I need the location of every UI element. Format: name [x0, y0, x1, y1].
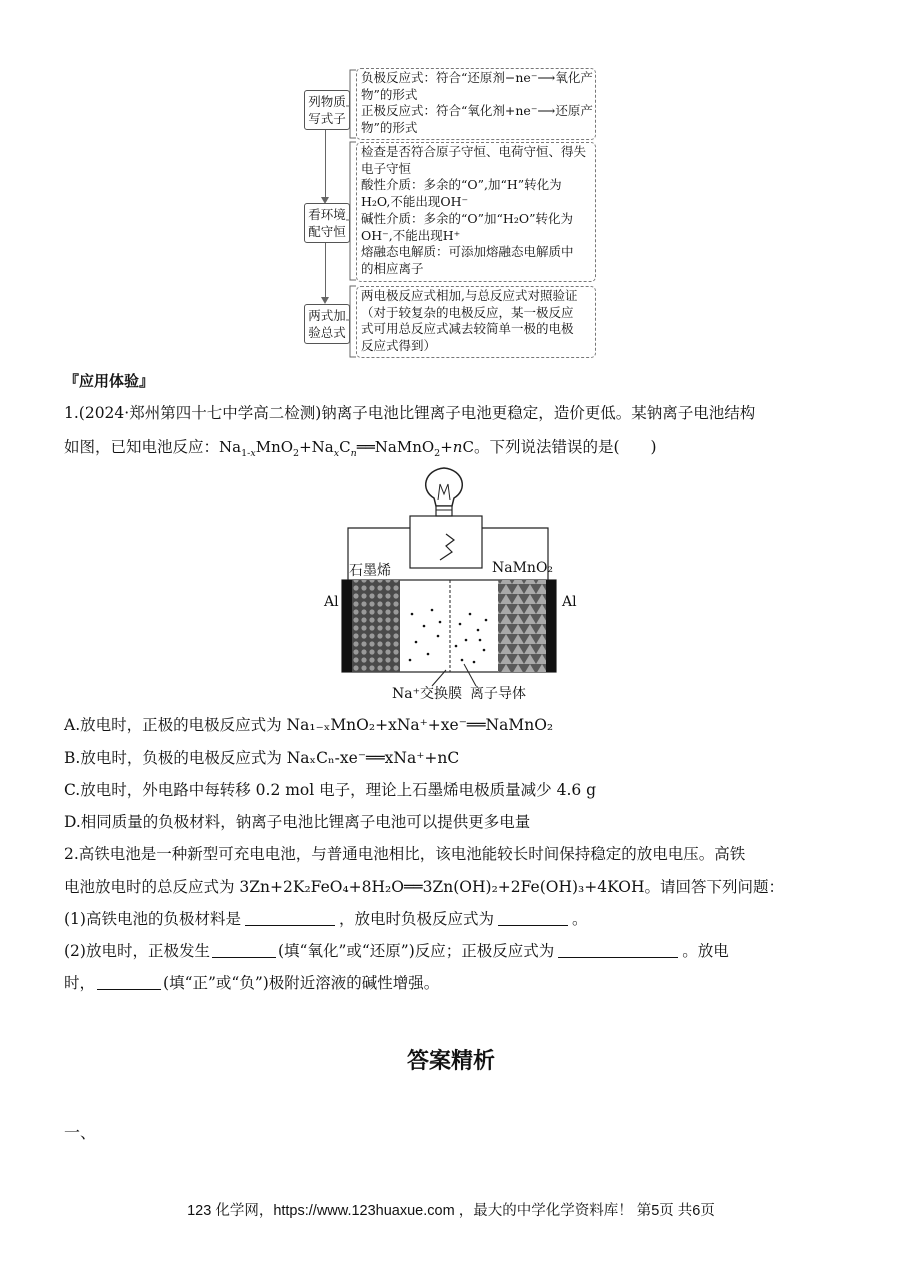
- flow-connector: [325, 126, 326, 202]
- answer-blank[interactable]: [498, 911, 568, 926]
- answer-blank[interactable]: [245, 911, 335, 926]
- box-line: 电子守恒: [361, 160, 412, 176]
- box-line: 物”的形式: [361, 120, 418, 136]
- box-line: 负极反应式：符合“还原剂−ne⁻⟶氧化产: [361, 70, 593, 85]
- q2-line5: [64, 971, 439, 993]
- q2-part2-end: 。放电: [682, 942, 729, 960]
- option-b: B.放电时，负极的电极反应式为 NaₓCₙ-xe⁻══xNa⁺+nC: [64, 749, 460, 767]
- flow-arrow: [321, 297, 329, 304]
- q2-line1: 2.高铁电池是一种新型可充电电池，与普通电池相比，该电池能较长时间保持稳定的放电电压。高铁: [64, 845, 746, 863]
- box-line: 的相应离子: [361, 260, 424, 276]
- left-material-label: 石墨烯: [349, 563, 391, 579]
- right-electrode-label: Al: [562, 594, 577, 610]
- q2-part2-text: (2)放电时，正极发生: [64, 942, 210, 960]
- q2-part1-text2: ，放电时负极反应式为: [338, 910, 494, 928]
- q2-part1-end: 。: [571, 910, 588, 928]
- box-line: 检查是否符合原子守恒、电荷守恒、得失: [361, 144, 587, 159]
- flow-box-1: [356, 68, 596, 140]
- q1-equation: $Na_{1-x}MnO_2+Na_xC_n══NaMnO_2+nC$: [219, 438, 474, 459]
- box-line: OH⁻,不能出现H⁺: [361, 227, 461, 243]
- membrane-label: Na⁺交换膜: [392, 686, 462, 702]
- q2-line2: 电池放电时的总反应式为 3Zn+2K₂FeO₄+8H₂O══3Zn(OH)₂+2Fe(OH)₃+4KOH。请回答下列问题：: [64, 878, 784, 896]
- q2-part2-text4: (填“正”或“负”)极附近溶液的碱性增强。: [163, 974, 440, 992]
- page-footer: 123 化学网，https://www.123huaxue.com ，最大的中学化学资料库！ 第5页 共6页: [187, 1203, 715, 1219]
- flow-step-2: 看环境配守恒: [304, 203, 350, 243]
- left-electrode-label: Al: [324, 594, 339, 610]
- answer-section-label: 一、: [64, 1123, 97, 1142]
- option-a: A.放电时，正极的电极反应式为 Na₁₋ₓMnO₂+xNa⁺+xe⁻══NaMnO₂: [64, 716, 554, 734]
- right-material-label: NaMnO₂: [492, 560, 554, 576]
- q2-part2-text3: 时，: [64, 974, 96, 992]
- section-title: 『应用体验』: [64, 372, 155, 390]
- box-line: H₂O,不能出现OH⁻: [361, 194, 469, 210]
- flow-connector: [325, 240, 326, 300]
- graphene-layer: [352, 580, 400, 672]
- flow-step-3: 两式加验总式: [304, 304, 350, 344]
- q2-part1-text: (1)高铁电池的负极材料是: [64, 910, 241, 928]
- load-box: [410, 516, 482, 568]
- box-line: 熔融态电解质：可添加熔融态电解质中: [361, 244, 574, 260]
- bulb-icon: [426, 468, 463, 516]
- namno2-layer: [498, 580, 546, 672]
- flow-step-1: 列物质写式子: [304, 90, 350, 130]
- option-d: D.相同质量的负极材料，钠离子电池比锂离子电池可以提供更多电量: [64, 813, 531, 831]
- q1-line2-tail: 。下列说法错误的是( ): [473, 438, 657, 456]
- left-electrode: [342, 580, 352, 672]
- answer-blank[interactable]: [212, 943, 276, 958]
- box-line: （对于较复杂的电极反应，某一极反应: [361, 304, 574, 320]
- box-line: 反应式得到）: [361, 338, 437, 354]
- box-line: 酸性介质：多余的“O”,加“H”转化为: [361, 177, 562, 193]
- box-line: 式可用总反应式减去较简单一极的电极: [361, 321, 574, 337]
- q2-line3: [64, 907, 588, 929]
- box-line: 物”的形式: [361, 86, 418, 102]
- q2-line4: [64, 939, 729, 961]
- answer-title: 答案精析: [406, 1048, 495, 1074]
- option-c: C.放电时，外电路中每转移 0.2 mol 电子，理论上石墨烯电极质量减少 4.6 g: [64, 781, 597, 799]
- flow-box-3: [356, 286, 596, 358]
- right-electrode: [546, 580, 556, 672]
- q2-part2-text2: (填“氧化”或“还原”)反应；正极反应式为: [277, 942, 555, 960]
- box-line: 碱性介质：多余的“O”加“H₂O”转化为: [361, 210, 573, 226]
- answer-blank[interactable]: [558, 943, 678, 958]
- battery-figure: [320, 464, 590, 704]
- q1-line2-text: 如图，已知电池反应：: [64, 438, 220, 456]
- box-line: 两电极反应式相加,与总反应式对照验证: [361, 288, 578, 303]
- q1-line1: 1.(2024·郑州第四十七中学高二检测)钠离子电池比锂离子电池更稳定，造价更低。某钠离子电池结构: [64, 404, 756, 422]
- lightning-icon: [440, 534, 454, 560]
- conductor-label: 离子导体: [470, 686, 526, 702]
- flow-box-2: [356, 142, 596, 282]
- box-line: 正极反应式：符合“氧化剂+ne⁻⟶还原产: [361, 103, 593, 119]
- q1-line2: [64, 435, 657, 459]
- answer-blank[interactable]: [97, 975, 161, 990]
